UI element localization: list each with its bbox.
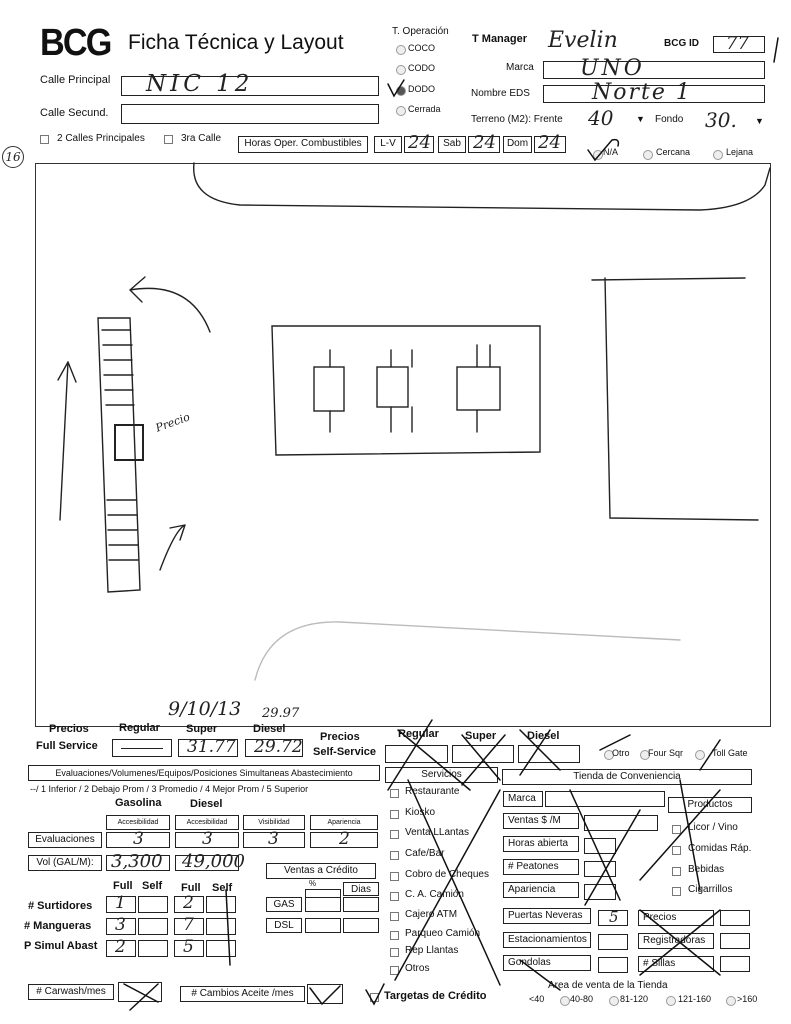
area-opt-5-label: >160 — [737, 994, 758, 1004]
comidas-label: Comidas Ráp. — [688, 843, 752, 854]
handwritten-price: 29.97 — [262, 706, 300, 721]
bebidas-checkbox[interactable] — [672, 867, 681, 876]
estacionamientos-field[interactable] — [598, 934, 628, 950]
area-opt-3-label: 81-120 — [620, 994, 649, 1004]
full-diesel-value: 29.72 — [254, 737, 303, 757]
psimul-value-3: 5 — [183, 937, 194, 957]
self-regular-field[interactable] — [385, 745, 448, 763]
peatones-label: # Peatones — [503, 859, 579, 875]
tercera-calle-label: 3ra Calle — [181, 133, 222, 144]
restaurante-checkbox[interactable] — [390, 789, 399, 798]
apariencia-label: Apariencia — [503, 882, 579, 898]
sillas-field[interactable] — [720, 956, 750, 972]
estacionamientos-label: Estacionamientos — [503, 932, 591, 948]
area-opt-1-label: <40 — [529, 994, 545, 1004]
t-manager-value: Evelin — [548, 28, 618, 53]
area-opt-4-radio[interactable] — [666, 996, 676, 1006]
t-manager-label: T Manager — [472, 33, 528, 45]
tercera-calle-checkbox[interactable] — [164, 135, 173, 144]
eval-field-1[interactable] — [106, 829, 170, 849]
mangueras-value-1: 3 — [115, 915, 126, 935]
full-label-1: Full — [113, 880, 133, 892]
psimul-value-1: 2 — [115, 937, 126, 957]
nombre-eds-label: Nombre EDS — [471, 88, 530, 99]
evaluaciones-bar: Evaluaciones/Volumenes/Equipos/Posiciones Simultaneas Abastecimiento — [28, 765, 380, 781]
frente-dropdown-icon[interactable]: ▼ — [636, 114, 645, 124]
surtidores-self-gas[interactable] — [138, 896, 168, 913]
self-service-title-2: Self-Service — [313, 746, 376, 758]
evaluaciones-label: Evaluaciones — [28, 832, 102, 848]
full-label-2: Full — [181, 882, 201, 894]
sillas-label: # Sillas — [638, 956, 714, 972]
full-service-title-1: Precios — [49, 723, 89, 735]
surtidores-value-1: 1 — [115, 893, 126, 913]
self-super-label: Super — [465, 730, 497, 742]
dos-calles-checkbox[interactable] — [40, 135, 49, 144]
gas-pct-field[interactable] — [305, 897, 341, 912]
venta-llantas-checkbox[interactable] — [390, 830, 399, 839]
bebidas-label: Bebidas — [688, 864, 725, 875]
psimul-self-gas[interactable] — [138, 940, 168, 957]
vol-diesel-field[interactable] — [175, 851, 245, 872]
otros-checkbox[interactable] — [390, 966, 399, 975]
page-title: Ficha Técnica y Layout — [128, 31, 344, 54]
horas-abierta-label: Horas abierta — [503, 836, 579, 852]
proximity-lejana-radio[interactable] — [713, 150, 723, 160]
cajero-atm-checkbox[interactable] — [390, 912, 399, 921]
toll-gate-label: Toll Gate — [712, 748, 748, 758]
marca-field[interactable] — [543, 56, 765, 81]
servicios-header: Servicios — [385, 767, 498, 783]
surtidores-value-3: 2 — [183, 893, 194, 913]
gasolina-label: Gasolina — [115, 797, 162, 809]
sab-label: Sab — [438, 136, 466, 153]
carwash-field[interactable] — [118, 982, 162, 1002]
cobro-cheques-checkbox[interactable] — [390, 872, 399, 881]
carwash-label: # Carwash/mes — [28, 984, 114, 1000]
cobro-cheques-label: Cobro de Cheques — [405, 869, 489, 880]
parqueo-camion-label: Parqueo Camión — [405, 928, 481, 939]
col-regular-label: Regular — [119, 722, 160, 734]
nombre-eds-value: Norte 1 — [592, 80, 692, 105]
col-accesibilidad-2: Accesibilidad — [175, 815, 239, 830]
precios-label: Precios — [638, 910, 714, 926]
parqueo-camion-checkbox[interactable] — [390, 931, 399, 940]
apariencia-field[interactable] — [584, 884, 616, 900]
bcg-id-field[interactable] — [713, 33, 765, 54]
col-visibilidad: Visibilidad — [243, 815, 305, 830]
full-diesel-field[interactable] — [245, 739, 303, 757]
venta-llantas-label: Venta LLantas — [405, 827, 469, 838]
pct-label: % — [309, 879, 317, 888]
area-opt-2-radio[interactable] — [560, 996, 570, 1006]
rating-scale-text: --/ 1 Inferior / 2 Debajo Prom / 3 Promedio / 4 Mejor Prom / 5 Superior — [30, 784, 309, 794]
puertas-neveras-label: Puertas Neveras — [503, 908, 591, 924]
col-super-label: Super — [186, 723, 218, 735]
self-service-title-1: Precios — [320, 731, 360, 743]
vol-gas-value: 3,300 — [111, 851, 163, 872]
op-coco-radio[interactable] — [396, 45, 406, 55]
gas-label: GAS — [266, 897, 302, 912]
dias-label: Dias — [343, 882, 379, 896]
tienda-marca-field[interactable] — [545, 791, 665, 807]
proximity-lejana-label: Lejana — [726, 147, 754, 157]
lv-field[interactable] — [404, 132, 434, 153]
marca-value: UNO — [580, 56, 645, 81]
nombre-eds-field[interactable] — [543, 80, 765, 105]
eval-value-2: 3 — [202, 829, 213, 849]
cambios-aceite-label: # Cambios Aceite /mes — [180, 986, 305, 1002]
area-venta-label: Area de venta de la Tienda — [548, 980, 668, 991]
calle-principal-field[interactable] — [121, 71, 379, 97]
toll-gate-radio[interactable] — [695, 750, 705, 760]
otros-label: Otros — [405, 963, 430, 974]
comidas-checkbox[interactable] — [672, 846, 681, 855]
sab-value: 24 — [473, 132, 496, 153]
bcg-logo: BCG — [40, 22, 111, 64]
surtidores-label: # Surtidores — [28, 900, 93, 912]
self-super-field[interactable] — [452, 745, 514, 763]
calle-principal-label: Calle Principal — [40, 74, 111, 86]
terreno-label: Terreno (M2): Frente — [471, 114, 563, 125]
calle-secund-label: Calle Secund. — [40, 107, 109, 119]
horas-abierta-field[interactable] — [584, 838, 616, 854]
restaurante-label: Restaurante — [405, 786, 460, 797]
rep-llantas-label: Rep Llantas — [405, 945, 459, 956]
bcg-id-label: BCG ID — [664, 38, 699, 49]
handwritten-date: 9/10/13 — [168, 698, 242, 720]
bcg-id-slash — [774, 38, 778, 62]
eval-field-3[interactable] — [243, 829, 305, 849]
mangueras-value-3: 7 — [183, 915, 194, 935]
eval-field-2[interactable] — [175, 829, 239, 849]
cajero-atm-label: Cajero ATM — [405, 909, 458, 920]
side-page-mark: 16 — [2, 146, 24, 168]
tienda-header: Tienda de Conveniencia — [502, 769, 752, 785]
diesel-group-label: Diesel — [190, 798, 223, 810]
eval-value-1: 3 — [133, 829, 144, 849]
psimul-full-gas[interactable] — [106, 937, 136, 957]
self-diesel-label: Diesel — [527, 730, 560, 742]
ventas-label: Ventas $ /M — [503, 813, 579, 829]
fondo-label: Fondo — [655, 114, 684, 125]
licor-label: Licor / Vino — [688, 822, 738, 833]
cafe-bar-checkbox[interactable] — [390, 851, 399, 860]
proximity-na-label: N/A — [603, 147, 619, 157]
full-regular-field[interactable] — [112, 739, 172, 757]
horas-oper-label: Horas Oper. Combustibles — [238, 136, 368, 153]
op-codo-radio[interactable] — [396, 65, 406, 75]
eval-value-4: 2 — [339, 829, 350, 849]
cambios-aceite-field[interactable] — [307, 984, 343, 1004]
ca-camion-checkbox[interactable] — [390, 892, 399, 901]
kiosko-label: Kiosko — [405, 807, 436, 818]
psimul-label: P Simul Abast — [24, 940, 98, 952]
licor-checkbox[interactable] — [672, 825, 681, 834]
lv-label: L-V — [374, 136, 402, 153]
fondo-dropdown-icon[interactable]: ▼ — [755, 116, 764, 126]
four-sqr-label: Four Sqr — [648, 748, 684, 758]
area-opt-2-label: 40-80 — [570, 994, 594, 1004]
marca-label: Marca — [506, 62, 534, 73]
self-diesel-field[interactable] — [518, 745, 580, 763]
area-opt-3-radio[interactable] — [609, 996, 619, 1006]
cigarrillos-label: Cigarrillos — [688, 884, 733, 895]
registradoras-label: Registradoras — [638, 933, 714, 949]
lv-value: 24 — [408, 132, 431, 153]
bcg-id-value: 77 — [726, 33, 749, 54]
mangueras-full-diesel[interactable] — [174, 915, 204, 935]
rep-llantas-checkbox[interactable] — [390, 948, 399, 957]
ventas-credito-label: Ventas a Crédito — [266, 863, 376, 879]
dsl-label: DSL — [266, 918, 302, 933]
tarjetas-checkbox[interactable] — [370, 993, 379, 1002]
vol-diesel-value: 49,000 — [182, 851, 245, 872]
area-opt-4-label: 121-160 — [678, 994, 712, 1004]
mangueras-self-diesel[interactable] — [206, 918, 236, 935]
op-cerrada-label: Cerrada — [408, 104, 441, 114]
full-service-title-2: Full Service — [36, 740, 98, 752]
dsl-pct-field[interactable] — [305, 918, 341, 933]
gondolas-field[interactable] — [598, 957, 628, 973]
ca-camion-label: C. A. Camión — [405, 889, 464, 900]
full-super-field[interactable] — [178, 739, 238, 757]
dos-calles-label: 2 Calles Principales — [57, 133, 145, 144]
dom-field[interactable] — [534, 132, 566, 153]
precio-sketch-label: Precio — [153, 410, 192, 435]
tienda-marca-label: Marca — [503, 791, 543, 807]
puertas-neveras-value: 5 — [609, 908, 619, 926]
sab-field[interactable] — [468, 132, 500, 153]
col-accesibilidad-1: Accesibilidad — [106, 815, 170, 830]
frente-value: 40 — [588, 106, 614, 130]
ventas-field[interactable] — [584, 815, 658, 831]
op-dodo-radio[interactable] — [396, 86, 406, 96]
kiosko-checkbox[interactable] — [390, 810, 399, 819]
psimul-self-diesel[interactable] — [206, 940, 236, 957]
dom-value: 24 — [538, 132, 561, 153]
self-regular-label: Regular — [398, 728, 439, 740]
productos-header: Productos — [668, 797, 752, 813]
mangueras-self-gas[interactable] — [138, 918, 168, 935]
proximity-cercana-label: Cercana — [656, 147, 691, 157]
tarjetas-label: Targetas de Crédito — [384, 990, 487, 1002]
proximity-na-radio[interactable] — [593, 150, 603, 160]
full-super-value: 31.77 — [187, 737, 236, 757]
surtidores-full-gas[interactable] — [106, 893, 136, 913]
t-operacion-label: T. Operación — [392, 26, 449, 37]
fondo-value: 30. — [705, 108, 737, 132]
mangueras-label: # Mangueras — [24, 920, 92, 932]
dsl-dias-field[interactable] — [343, 918, 379, 933]
vol-label: Vol (GAL/M): — [28, 855, 102, 871]
eval-value-3: 3 — [268, 829, 279, 849]
layout-sketch-area[interactable] — [35, 163, 771, 727]
area-opt-5-radio[interactable] — [726, 996, 736, 1006]
psimul-full-diesel[interactable] — [174, 937, 204, 957]
gas-dias-field[interactable] — [343, 897, 379, 912]
calle-secund-field[interactable] — [121, 104, 379, 124]
self-label-2: Self — [212, 882, 233, 894]
surtidores-full-diesel[interactable] — [174, 893, 204, 913]
col-diesel-label: Diesel — [253, 723, 286, 735]
registradoras-field[interactable] — [720, 933, 750, 949]
puertas-neveras-field[interactable] — [598, 910, 628, 926]
precios-field[interactable] — [720, 910, 750, 926]
op-dodo-label: DODO — [408, 84, 435, 94]
eval-field-4[interactable] — [310, 829, 378, 849]
op-cerrada-radio[interactable] — [396, 106, 406, 116]
op-coco-label: COCO — [408, 43, 435, 53]
cafe-bar-label: Cafe/Bar — [405, 848, 445, 859]
gondolas-label: Gondolas — [503, 955, 591, 971]
dom-label: Dom — [503, 136, 532, 153]
calle-principal-value: NIC 12 — [146, 71, 254, 97]
proximity-cercana-radio[interactable] — [643, 150, 653, 160]
vol-gas-field[interactable] — [106, 851, 170, 872]
peatones-field[interactable] — [584, 861, 616, 877]
op-codo-label: CODO — [408, 63, 435, 73]
col-apariencia: Apariencia — [310, 815, 378, 830]
surtidores-self-diesel[interactable] — [206, 896, 236, 913]
mangueras-full-gas[interactable] — [106, 915, 136, 935]
otro-label: Otro — [612, 748, 630, 758]
self-label-1: Self — [142, 880, 163, 892]
cigarrillos-checkbox[interactable] — [672, 887, 681, 896]
